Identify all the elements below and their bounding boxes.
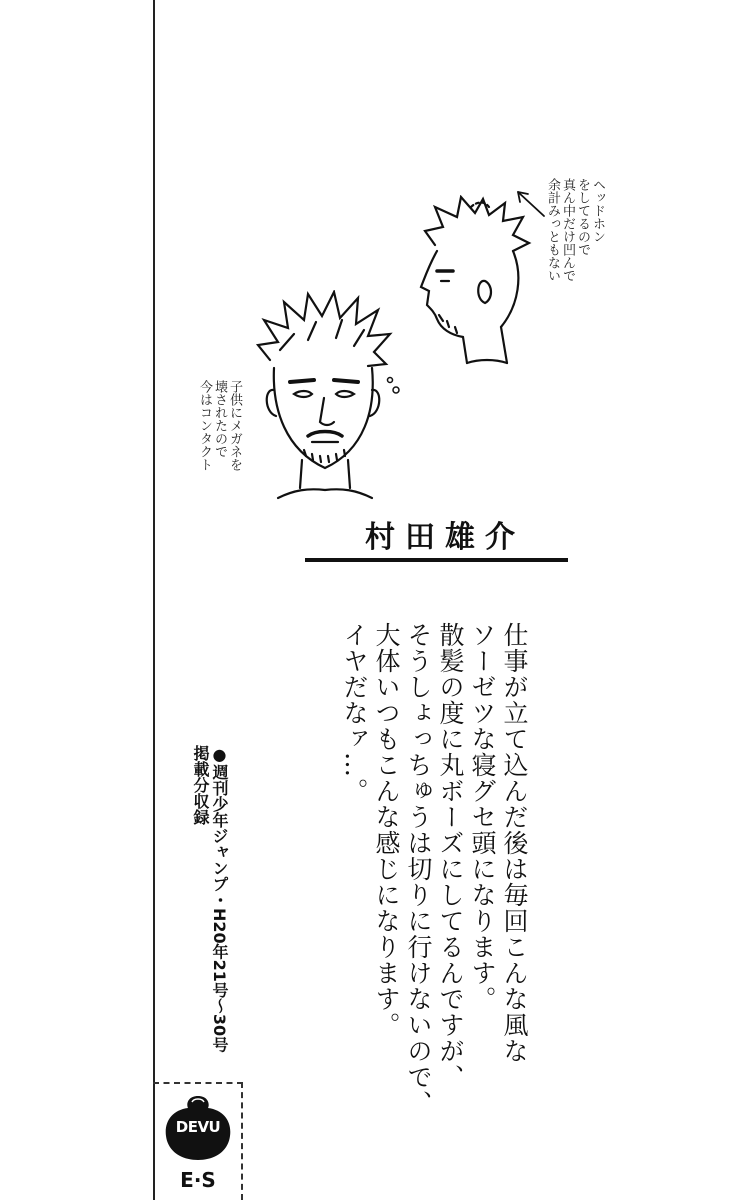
comment-line: 散髪の度に丸ボーズにしてるんですが、 [436, 622, 465, 1090]
author-comment [338, 622, 530, 1162]
sketch-note-front [197, 380, 242, 500]
sketch-note-side-line: 真ん中だけ凹んで [560, 178, 575, 282]
sketch-note-side-line: をしてるので [575, 178, 590, 256]
imprint-label: E·S [180, 1168, 216, 1192]
left-margin-line [153, 0, 155, 1200]
sketch-note-side [545, 178, 605, 438]
annotation-arrow [510, 182, 550, 222]
sketch-note-side-line: 余計みっともない [545, 178, 560, 282]
author-portrait-front [250, 290, 400, 505]
publication-credit [191, 745, 229, 1065]
credit-line: 掲載分収録 [191, 745, 210, 825]
comment-line: そうしょっちゅうは切りに行けないので、 [404, 622, 433, 1116]
name-underline [305, 558, 568, 562]
sketch-note-front-line: 今はコンタクト [197, 380, 212, 471]
sketch-note-front-line: 子供にメガネを [227, 380, 242, 471]
author-name: 村田雄介 [365, 520, 525, 555]
comment-line: ソーゼツな寝グセ頭になります。 [468, 622, 497, 1012]
sketch-note-front-line: 壊されたので [212, 380, 227, 458]
comment-line: 大体いつもこんな感じになります。 [372, 622, 401, 1038]
credit-line: ●週刊少年ジャンプ・H20年21号〜30号 [210, 745, 229, 1053]
sketch-note-side-line: ヘッドホン [590, 178, 605, 243]
comment-line: 仕事が立て込んだ後は毎回こんな風な [500, 622, 529, 1064]
imprint-logo-text: DEVU [175, 1118, 221, 1136]
comment-line: イヤだなァ…。 [340, 622, 369, 804]
